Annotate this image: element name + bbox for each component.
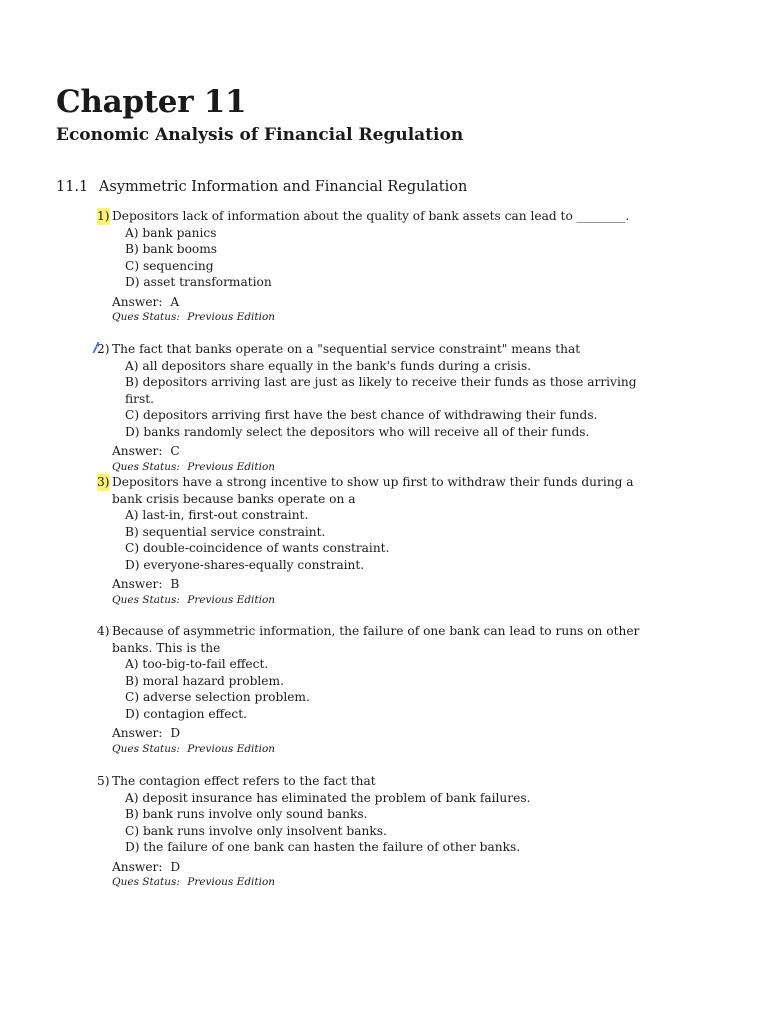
section-heading	[56, 179, 467, 195]
status-line	[97, 593, 657, 607]
question-4	[97, 623, 657, 756]
question-stem	[97, 474, 657, 507]
question-text: Depositors lack of information about the quality of bank assets can lead to ________.	[112, 209, 630, 223]
option-b: B) bank runs involve only sound banks.	[125, 807, 368, 821]
status-value: Previous Edition	[187, 876, 276, 888]
question-stem	[97, 341, 657, 358]
option-b: B) sequential service constraint.	[125, 524, 326, 539]
status-value: Previous Edition	[187, 311, 276, 323]
question-number: 1)	[97, 209, 110, 223]
question-3	[97, 474, 657, 607]
option-list	[97, 790, 657, 856]
status-line	[97, 310, 657, 324]
answer-label: Answer:	[112, 294, 163, 309]
question-text: Because of asymmetric information, the failure of one bank can lead to runs on other banks. This is the	[112, 624, 640, 655]
status-value: Previous Edition	[187, 593, 276, 606]
option-list	[97, 507, 657, 573]
question-1	[97, 208, 657, 324]
answer-label: Answer:	[112, 859, 163, 874]
option-a: A) last-in, first-out constraint.	[125, 508, 309, 522]
chapter-title: Chapter 11	[56, 84, 247, 120]
option-list	[97, 225, 657, 291]
question-number: 3)	[97, 475, 110, 489]
status-line	[97, 742, 657, 756]
option-c: C) sequencing	[125, 258, 214, 273]
question-stem	[97, 208, 657, 225]
answer-value: D	[170, 726, 181, 740]
option-c: C) bank runs involve only insolvent banks.	[125, 823, 387, 838]
option-d: D) everyone-shares-equally constraint.	[125, 557, 365, 572]
status-label: Ques Status:	[112, 593, 180, 606]
option-a: A) deposit insurance has eliminated the problem of bank failures.	[125, 790, 531, 805]
answer-value: A	[170, 294, 180, 309]
answer-label: Answer:	[112, 444, 163, 458]
option-d: D) asset transformation	[125, 275, 272, 289]
answer-value: C	[170, 444, 180, 458]
status-label: Ques Status:	[112, 311, 180, 323]
status-label: Ques Status:	[112, 876, 180, 888]
option-c: C) double-coincidence of wants constraint.	[125, 541, 390, 555]
option-b: B) moral hazard problem.	[125, 673, 284, 688]
status-line	[97, 460, 657, 474]
answer-label: Answer:	[112, 577, 163, 591]
answer-line	[97, 443, 657, 460]
option-b: B) bank booms	[125, 242, 218, 256]
option-list	[97, 358, 657, 441]
option-c: C) depositors arriving first have the best chance of withdrawing their funds.	[125, 408, 598, 422]
answer-label: Answer:	[112, 726, 163, 740]
question-5	[97, 773, 657, 889]
status-value: Previous Edition	[187, 460, 276, 473]
question-stem	[97, 773, 657, 790]
question-number: 4)	[97, 624, 110, 638]
answer-value: B	[170, 577, 180, 591]
question-text: The contagion effect refers to the fact that	[112, 774, 376, 788]
answer-line	[97, 576, 657, 593]
question-2	[97, 341, 657, 474]
answer-value: D	[170, 859, 181, 874]
question-text: Depositors have a strong incentive to show up first to withdraw their funds during a bank crisis because banks operate on a	[112, 475, 634, 506]
chapter-subtitle: Economic Analysis of Financial Regulation	[56, 125, 464, 145]
option-a: A) all depositors share equally in the bank's funds during a crisis.	[125, 358, 532, 373]
option-list	[97, 656, 657, 722]
question-number: 2)	[97, 342, 110, 356]
option-d: D) banks randomly select the depositors who will receive all of their funds.	[125, 424, 590, 439]
option-d: D) the failure of one bank can hasten the failure of other banks.	[125, 840, 521, 854]
answer-line	[97, 859, 657, 876]
section-title: Asymmetric Information and Financial Regulation	[98, 179, 468, 195]
option-c: C) adverse selection problem.	[125, 690, 310, 704]
option-a: A) bank panics	[125, 225, 217, 240]
status-label: Ques Status:	[112, 460, 180, 473]
section-number: 11.1	[56, 179, 89, 195]
question-stem	[97, 623, 657, 656]
option-b: B) depositors arriving last are just as likely to receive their funds as those arriving first.	[125, 375, 637, 406]
answer-line	[97, 294, 657, 311]
option-a: A) too-big-to-fail effect.	[125, 657, 269, 671]
answer-line	[97, 725, 657, 742]
status-line	[97, 875, 657, 889]
status-value: Previous Edition	[187, 742, 276, 755]
option-d: D) contagion effect.	[125, 706, 248, 721]
question-text: The fact that banks operate on a "sequential service constraint" means that	[112, 342, 581, 356]
question-number: 5)	[97, 774, 110, 788]
status-label: Ques Status:	[112, 742, 180, 755]
